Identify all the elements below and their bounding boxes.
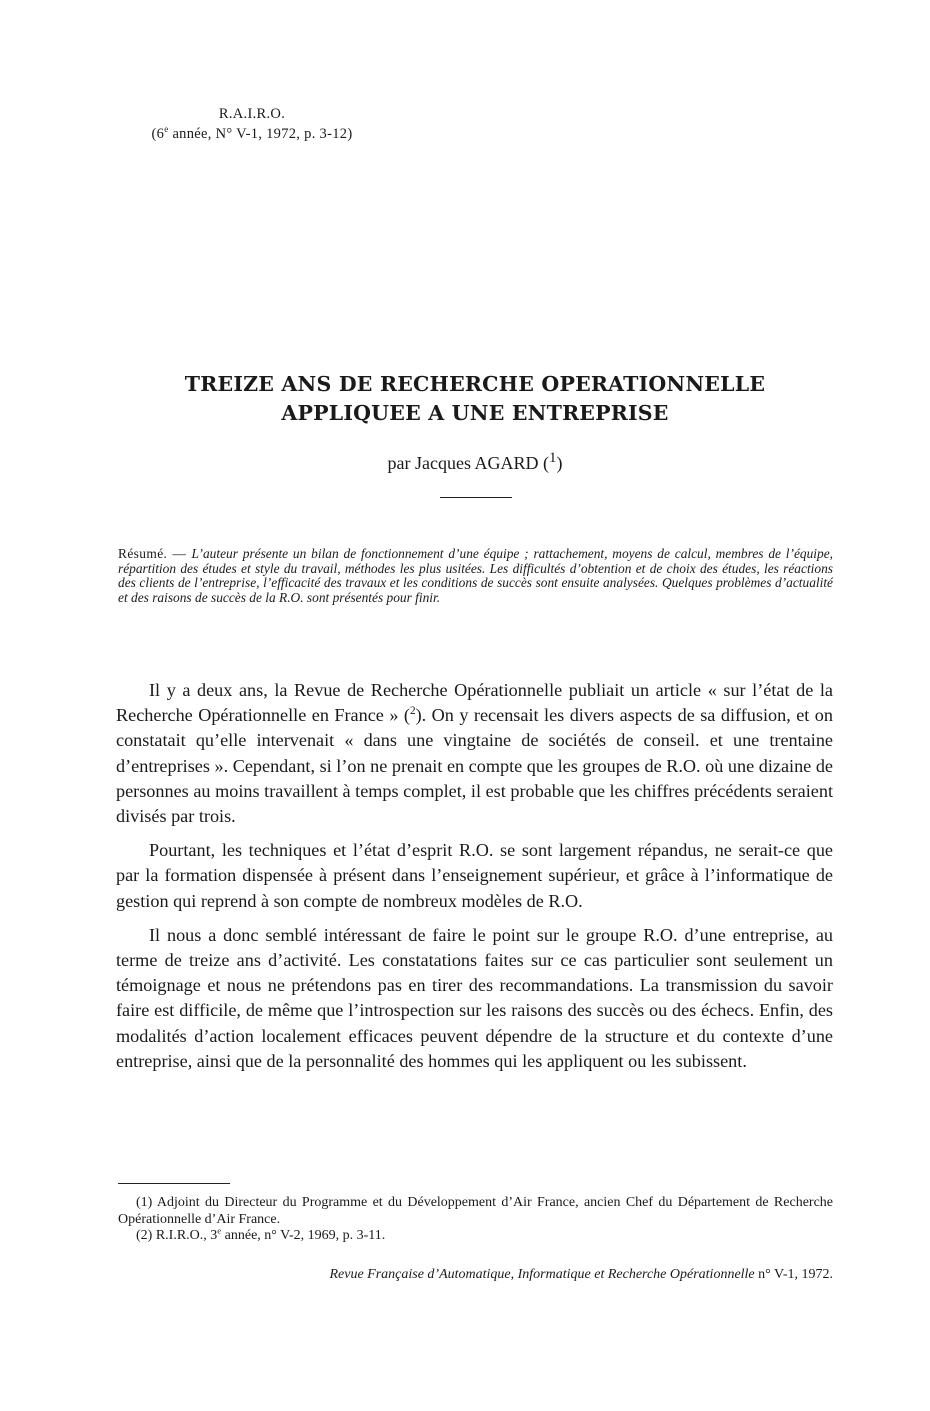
footnote-2-part-a: (2) R.I.R.O., 3 bbox=[136, 1228, 218, 1243]
title-line-2: APPLIQUEE A UNE ENTREPRISE bbox=[281, 401, 669, 425]
abstract-text: L’auteur présente un bilan de fonctionnement d’une équipe ; rattachement, moyens de calcul, membres de l’équipe, répartition des études et style du travail, méthodes les plus usitées. Les difficultés d’obtention et de choix des études, les réactions des clients de l’entreprise, l’efficacité des travaux et les conditions de succès sont ensuite analysées. Quelques problèmes d’actualité et des raisons de succès de la R.O. sont présentés pour finir. bbox=[118, 546, 834, 605]
footnote-2 bbox=[118, 1225, 833, 1245]
footnote-2-superscript: e bbox=[217, 1225, 222, 1236]
footnote-1: (1) Adjoint du Directeur du Programme et du Développement d’Air France, ancien Chef du Département de Recherche Opérationnelle d’Air France. bbox=[118, 1195, 833, 1227]
abstract-label: Résumé. — bbox=[118, 546, 192, 561]
author-close: ) bbox=[556, 453, 563, 473]
issue-rest: année, N° V-1, 1972, p. 3-12) bbox=[168, 126, 353, 142]
paragraph-1-part-b: ). On y recensait les divers aspects de sa diffusion, et on constatait qu’elle intervenait « dans une vingtaine de sociétés de conseil. et une trentaine d’entreprises ». Cependant, si l’on ne prenait en compte que les groupes de R.O. où une dizaine de personnes au moins travaillent à temps complet, il est probable que les chiffres précédents seraient divisés par trois. bbox=[116, 705, 833, 827]
title-line-1: TREIZE ANS DE RECHERCHE OPERATIONNELLE bbox=[184, 372, 766, 396]
issue-line bbox=[112, 124, 392, 144]
footnote-2-part-b: année, n° V-2, 1969, p. 3-11. bbox=[221, 1228, 386, 1243]
abstract bbox=[118, 547, 833, 605]
paragraph-2: Pourtant, les techniques et l’état d’esprit R.O. se sont largement répandus, ne serait-ce que par la formation dispensée à présent dans l’enseignement supérieur, et grâce à l’informatique de gestion qui reprend à son compte de nombreux modèles de R.O. bbox=[116, 840, 833, 911]
footnote-ref-2: 2 bbox=[409, 705, 416, 718]
author-text: par Jacques AGARD ( bbox=[387, 453, 549, 473]
journal-footer bbox=[118, 1267, 833, 1283]
body-text bbox=[116, 678, 833, 1083]
footer-journal-name: Revue Française d’Automatique, Informatique et Recherche Opérationnelle bbox=[329, 1267, 755, 1282]
author-line bbox=[0, 450, 930, 474]
article-title bbox=[0, 370, 930, 428]
author-footnote-mark: 1 bbox=[548, 450, 557, 466]
journal-abbrev: R.A.I.R.O. bbox=[218, 106, 286, 122]
paragraph-1-part-a: Il y a deux ans, la Revue de Recherche Opérationnelle publiait un article « sur l’état de la Recherche Opérationnelle en France » ( bbox=[116, 680, 833, 726]
journal-header bbox=[112, 104, 392, 144]
issue-superscript: e bbox=[164, 124, 169, 135]
footnote-separator-rule bbox=[118, 1183, 230, 1184]
title-separator-rule bbox=[440, 497, 512, 498]
issue-prefix: (6 bbox=[151, 126, 165, 142]
footer-issue: n° V-1, 1972. bbox=[754, 1267, 833, 1282]
paragraph-1 bbox=[116, 678, 833, 829]
paragraph-3: Il nous a donc semblé intéressant de faire le point sur le groupe R.O. d’une entreprise, au terme de treize ans d’activité. Les constatations faites sur ce cas particulier sont seulement un témoignage et nous ne prétendons pas en tirer des recommandations. La transmission du savoir faire est difficile, de même que l’introspection sur les raisons des succès ou des échecs. Enfin, des modalités d’action localement efficaces peuvent dépendre de la structure et du contexte d’une entreprise, ainsi que de la personnalité des hommes qui les appliquent ou les subissent. bbox=[116, 924, 833, 1071]
footnotes bbox=[118, 1195, 833, 1245]
